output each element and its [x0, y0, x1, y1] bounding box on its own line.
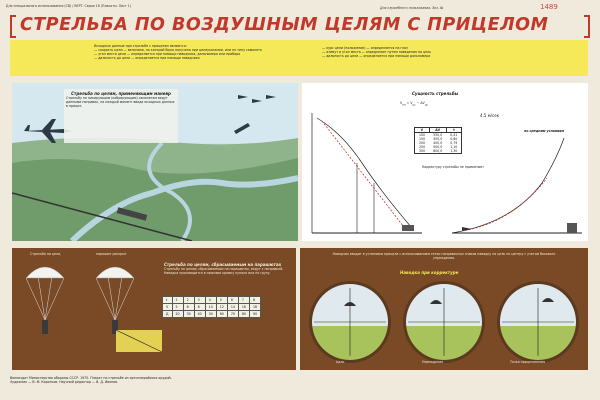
table-row: t 1 2 3 4 5 6 7 8 — [163, 297, 261, 304]
table-row: 100 350,0 0,41 — [419, 133, 458, 137]
intro-right — [322, 46, 542, 58]
panel-scope-corrections — [300, 248, 588, 370]
table-row: 150 300,0 0,60 — [419, 137, 458, 141]
scope-reticle-icon — [403, 281, 485, 363]
table-row: 300 600,0 1,30 — [419, 149, 458, 153]
correction-note: Корректуру стрельбы не применяют — [422, 165, 484, 169]
parachute-text: Стрельбу по целям, сбрасываемым на парашютах, ведут с поправкой. Наводка производится в нижнюю кромку купола или по грузу. — [164, 267, 284, 275]
parachute-label-left: Стрельба по цели, — [30, 252, 62, 256]
panel-parachute-targets — [12, 248, 296, 370]
intro-item: — дальность до цели — определяется при помощи наводчика — [94, 56, 200, 60]
parachute-heading: Стрельба по целям, сбрасываемым на парашютах — [164, 262, 282, 267]
table-row: 250 500,0 1,10 — [419, 145, 458, 149]
maneuver-text: Стрельбу по пикирующим (кабрирующим) самолетам ведут данными поправок, на каждый момент ввода исходных данных в прицел. — [66, 96, 175, 108]
maneuver-heading: Стрельба по целям, применяющим маневр — [71, 91, 171, 96]
footer-credits — [10, 376, 590, 396]
parachute-label-mid: парашют раскрыт — [96, 252, 127, 256]
intro-item: — скорость цели — величина, по которой была получена при целеуказании, или по типу самолета — [94, 48, 262, 52]
footer-line: Художник — В. М. Коротков. Научный редактор — В. Д. Иванов. — [10, 380, 118, 384]
intro-right-item: — дальность до цели — определяется при помощи дальномера — [322, 54, 431, 58]
parachute-icon — [26, 267, 64, 334]
header-publisher-line: Для специального использования (СВ) / ВЕРТ. Серия 16 (Плакаты. Лист 1) — [6, 4, 132, 8]
intro-right-item: — курс цели (положение) — определяется на глаз — [322, 46, 408, 50]
scope-reticle-icon — [497, 281, 579, 363]
table-row: 200 400,0 0,79 — [419, 141, 458, 145]
essence-table — [414, 127, 462, 154]
page-number: 1489 — [540, 3, 558, 11]
scope-label: Точка прицеливания — [510, 360, 545, 364]
footer-line: Воениздат Министерства обороны СССР. 1975. Плакат по стрельбе из артиллерийских орудий. — [10, 376, 172, 380]
scope-label: Цель — [336, 360, 345, 364]
scope-reticles — [300, 248, 588, 370]
parachute-icon — [96, 267, 134, 334]
intro-lead: Исходные данные при стрельбе с прицелом являются: — [94, 44, 187, 48]
table-header: t — [446, 128, 462, 133]
intro-right-item: — азимут и угол места — определяют путем наведения на цель — [322, 50, 431, 54]
intro-left — [94, 44, 304, 60]
scope-text: Наводчик вводит в установки прицела с использованием сетки поправочных знаков наводку на цель по центру с учетом бокового упреждения. — [332, 252, 556, 260]
scope-reticle-icon — [309, 281, 391, 363]
title-banner — [8, 12, 592, 40]
essence-result: 4,5 м/сек — [480, 113, 500, 118]
table-row: Д 20 30 40 50 60 70 80 90 — [163, 311, 261, 318]
header-classification: Для служебного пользования. Экз. № — [380, 6, 444, 10]
average-heading: по средним условиям — [524, 129, 564, 133]
table-row: V 5 6 8 10 12 14 16 18 — [163, 304, 261, 311]
maneuver-text-box — [64, 89, 178, 143]
panel-essence-of-fire — [302, 83, 588, 241]
intro-band — [10, 40, 588, 76]
scope-label: Упреждение — [422, 360, 444, 364]
parachute-table — [162, 296, 261, 318]
panel-maneuvering-targets — [12, 83, 298, 241]
essence-formula: $V_{уп} = V_{цс} - \Delta V_{цс}$ — [400, 101, 429, 107]
intro-item: — угол места цели — определяется при помощи наводчика, дальномера или прибора — [94, 52, 241, 56]
table-header: V — [415, 128, 430, 133]
page-title: СТРЕЛЬБА ПО ВОЗДУШНЫМ ЦЕЛЯМ С ПРИЦЕЛОМ — [20, 15, 549, 35]
table-header: ΔV — [429, 128, 446, 133]
parachute-text-box — [162, 260, 294, 294]
scope-heading: Наводка при корректуре — [400, 270, 459, 275]
essence-heading: Сущность стрельбы — [412, 91, 459, 96]
